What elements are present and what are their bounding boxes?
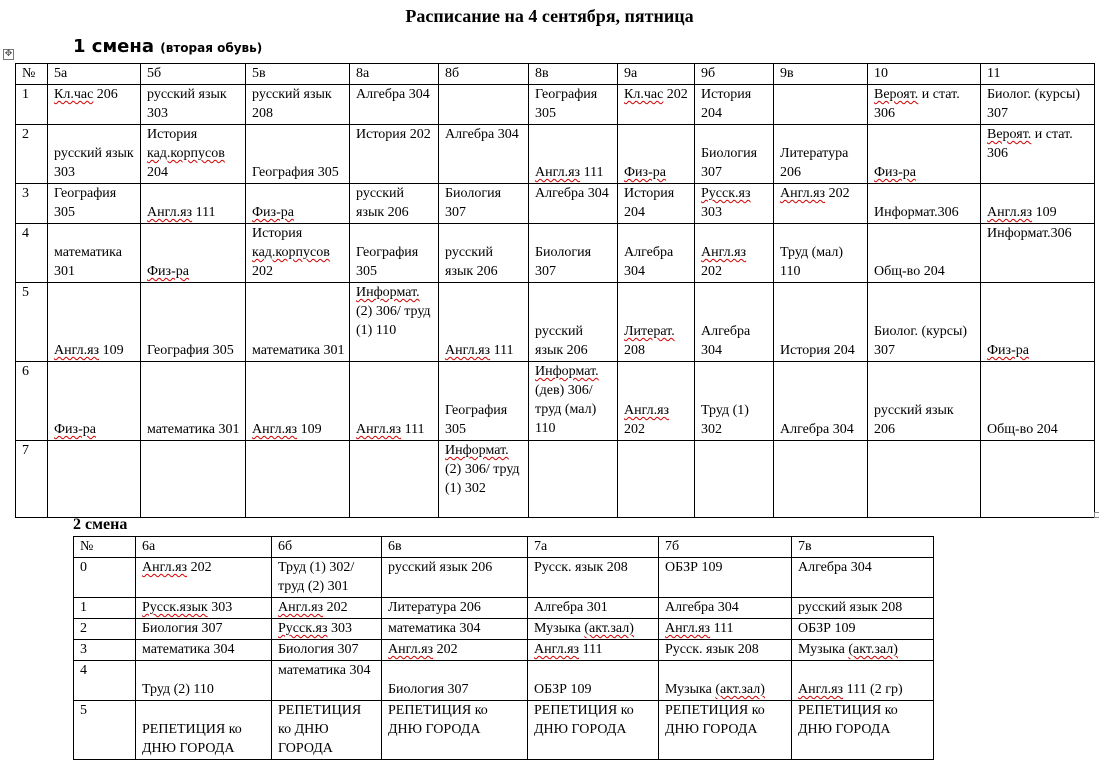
lesson-cell: Труд (1) 302/ труд (2) 301 [272,558,382,598]
lesson-cell: русский язык 303 [48,125,141,184]
lesson-cell: Физ-ра [141,224,246,283]
column-header: 8б [439,64,529,85]
lesson-cell: Биология 307 [272,640,382,661]
lesson-cell: Общ-во 204 [868,224,981,283]
lesson-cell: Информат. (2) 306/ труд (1) 302 [439,441,529,518]
lesson-cell: Музыка (акт.зал) [792,640,934,661]
table-row [16,85,1095,125]
table-row [74,701,934,760]
lesson-cell [439,85,529,125]
lesson-cell: География 305 [350,224,439,283]
lesson-cell: Биология 307 [695,125,774,184]
lesson-cell: Русск.яз 303 [272,619,382,640]
lesson-cell: РЕПЕТИЦИЯ ко ДНЮ ГОРОДА [659,701,792,760]
lesson-cell [141,441,246,518]
lesson-cell: Алгебра 304 [659,598,792,619]
table-row [16,441,1095,518]
lesson-cell: ОБЗР 109 [659,558,792,598]
table-resize-handle-icon[interactable] [1094,512,1099,518]
lesson-cell: Кл.час 206 [48,85,141,125]
lesson-cell: Музыка (акт.зал) [528,619,659,640]
shift1-label: 1 смена [73,36,154,57]
lesson-cell: Англ.яз 111 [528,640,659,661]
table-row [16,362,1095,441]
lesson-cell: Англ.яз 202 [618,362,695,441]
column-header: 11 [981,64,1095,85]
lesson-cell: математика 301 [48,224,141,283]
lesson-cell: Русск.яз 303 [695,184,774,224]
column-header: 6в [382,537,528,558]
lesson-cell: Алгебра 304 [439,125,529,184]
lesson-cell: Алгебра 304 [350,85,439,125]
lesson-cell: Англ.яз 202 [695,224,774,283]
lesson-cell: Алгебра 304 [792,558,934,598]
lesson-cell: Физ-ра [246,184,350,224]
lesson-cell: Англ.яз 111 [439,283,529,362]
lesson-cell: Алгебра 304 [618,224,695,283]
lesson-cell: Алгебра 304 [529,184,618,224]
lesson-cell: Биология 307 [529,224,618,283]
column-header: 9а [618,64,695,85]
lesson-cell: математика 301 [246,283,350,362]
lesson-number-cell: 2 [74,619,136,640]
lesson-cell: География 305 [48,184,141,224]
lesson-cell: Биология 307 [439,184,529,224]
shift2-header-row [74,537,934,558]
shift2-heading: 2 смена [73,516,128,533]
lesson-cell: Информат. (дев) 306/ труд (мал) 110 [529,362,618,441]
column-header: 5б [141,64,246,85]
lesson-cell: математика 301 [141,362,246,441]
lesson-cell: русский язык 303 [141,85,246,125]
column-header: 9б [695,64,774,85]
lesson-cell: русский язык 206 [382,558,528,598]
lesson-cell: Англ.яз 202 [382,640,528,661]
table-row [16,224,1095,283]
lesson-cell: Вероят. и стат. 306 [981,125,1095,184]
column-header: 5а [48,64,141,85]
shift1-note: (вторая обувь) [160,41,263,55]
lesson-cell: История кад.корпусов 204 [141,125,246,184]
lesson-cell: Англ.яз 111 (2 гр) [792,661,934,701]
lesson-cell: Англ.яз 202 [136,558,272,598]
lesson-number-cell: 1 [16,85,48,125]
lesson-cell [868,441,981,518]
lesson-cell: математика 304 [382,619,528,640]
lesson-cell: Алгебра 304 [774,362,868,441]
lesson-cell: Физ-ра [618,125,695,184]
lesson-cell: ОБЗР 109 [792,619,934,640]
lesson-number-cell: 0 [74,558,136,598]
lesson-cell: Информат.306 [868,184,981,224]
lesson-cell: Англ.яз 202 [774,184,868,224]
lesson-cell [695,441,774,518]
lesson-cell: русский язык 206 [868,362,981,441]
lesson-cell: Труд (1) 302 [695,362,774,441]
table-row [16,184,1095,224]
lesson-cell: Англ.яз 111 [141,184,246,224]
lesson-number-cell: 4 [74,661,136,701]
lesson-cell: География 305 [439,362,529,441]
lesson-cell: Труд (мал) 110 [774,224,868,283]
lesson-cell [246,441,350,518]
lesson-cell: История 204 [774,283,868,362]
lesson-cell: РЕПЕТИЦИЯ ко ДНЮ ГОРОДА [792,701,934,760]
lesson-number-cell: 5 [16,283,48,362]
lesson-cell: Физ-ра [981,283,1095,362]
lesson-cell [981,441,1095,518]
lesson-number-cell: 1 [74,598,136,619]
lesson-cell: русский язык 206 [350,184,439,224]
lesson-number-cell: 6 [16,362,48,441]
lesson-cell: Труд (2) 110 [136,661,272,701]
lesson-cell: География 305 [246,125,350,184]
lesson-cell: История 204 [618,184,695,224]
column-header: 9в [774,64,868,85]
lesson-cell: Биология 307 [382,661,528,701]
lesson-cell: Биология 307 [136,619,272,640]
lesson-cell [618,441,695,518]
lesson-cell: Физ-ра [868,125,981,184]
column-header: 7б [659,537,792,558]
column-header: 7в [792,537,934,558]
lesson-cell: математика 304 [136,640,272,661]
lesson-cell [529,441,618,518]
column-header: 10 [868,64,981,85]
column-header: 6а [136,537,272,558]
lesson-cell: ОБЗР 109 [528,661,659,701]
lesson-cell: История кад.корпусов 202 [246,224,350,283]
lesson-cell: История 202 [350,125,439,184]
column-header: 5в [246,64,350,85]
lesson-cell: Алгебра 301 [528,598,659,619]
lesson-cell: РЕПЕТИЦИЯ ко ДНЮ ГОРОДА [136,701,272,760]
lesson-cell: Русск. язык 208 [659,640,792,661]
lesson-cell: Русск. язык 208 [528,558,659,598]
lesson-cell: Алгебра 304 [695,283,774,362]
lesson-cell: Англ.яз 109 [981,184,1095,224]
table-row [74,598,934,619]
lesson-cell [774,85,868,125]
column-header: 8в [529,64,618,85]
lesson-cell: Англ.яз 109 [48,283,141,362]
lesson-cell: Физ-ра [48,362,141,441]
lesson-cell: русский язык 206 [439,224,529,283]
column-header: 8а [350,64,439,85]
lesson-cell: Англ.яз 111 [350,362,439,441]
lesson-number-cell: 3 [16,184,48,224]
lesson-cell: Общ-во 204 [981,362,1095,441]
lesson-cell: РЕПЕТИЦИЯ ко ДНЮ ГОРОДА [272,701,382,760]
lesson-cell: РЕПЕТИЦИЯ ко ДНЮ ГОРОДА [382,701,528,760]
table-move-handle-icon[interactable]: ✥ [4,49,13,59]
lesson-cell: Англ.яз 202 [272,598,382,619]
lesson-number-cell: 7 [16,441,48,518]
lesson-cell [48,441,141,518]
lesson-cell: Литерат. 208 [618,283,695,362]
page-title: Расписание на 4 сентября, пятница [405,6,694,26]
lesson-cell [350,441,439,518]
table-row [74,619,934,640]
table-row [74,640,934,661]
lesson-number-cell: 2 [16,125,48,184]
table-row [74,558,934,598]
lesson-cell: Литература 206 [774,125,868,184]
lesson-cell: Англ.яз 111 [529,125,618,184]
shift2-schedule-table [73,536,934,760]
lesson-number-cell: 3 [74,640,136,661]
lesson-cell: РЕПЕТИЦИЯ ко ДНЮ ГОРОДА [528,701,659,760]
shift1-schedule-table [15,63,1095,518]
shift1-header-row [16,64,1095,85]
table-row [16,125,1095,184]
lesson-cell: История 204 [695,85,774,125]
lesson-number-cell: 4 [16,224,48,283]
column-header: 7а [528,537,659,558]
column-header: № [74,537,136,558]
lesson-cell: русский язык 206 [529,283,618,362]
shift1-heading [73,36,262,57]
lesson-cell: Литература 206 [382,598,528,619]
lesson-cell: Информат. (2) 306/ труд (1) 110 [350,283,439,362]
lesson-cell: География 305 [529,85,618,125]
lesson-cell: математика 304 [272,661,382,701]
lesson-cell: Вероят. и стат. 306 [868,85,981,125]
lesson-cell: Англ.яз 109 [246,362,350,441]
lesson-cell: русский язык 208 [792,598,934,619]
lesson-cell: Русск.язык 303 [136,598,272,619]
column-header: № [16,64,48,85]
lesson-cell [774,441,868,518]
lesson-cell: Биолог. (курсы) 307 [868,283,981,362]
lesson-cell: Англ.яз 111 [659,619,792,640]
lesson-cell: русский язык 208 [246,85,350,125]
lesson-cell: Биолог. (курсы) 307 [981,85,1095,125]
lesson-cell: География 305 [141,283,246,362]
lesson-cell: Кл.час 202 [618,85,695,125]
lesson-cell: Музыка (акт.зал) [659,661,792,701]
table-row [74,661,934,701]
lesson-cell: Информат.306 [981,224,1095,283]
table-row [16,283,1095,362]
column-header: 6б [272,537,382,558]
lesson-number-cell: 5 [74,701,136,760]
